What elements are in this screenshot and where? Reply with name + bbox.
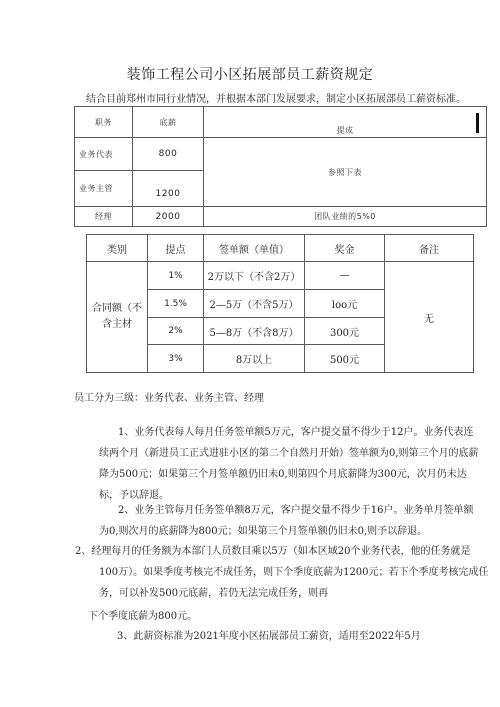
cell-base: 2000	[133, 207, 204, 227]
cell-point: 3%	[148, 345, 204, 373]
header-category: 类别	[87, 235, 148, 262]
cell-point: 1.5%	[148, 290, 204, 318]
header-bonus: 奖金	[305, 235, 385, 262]
paragraph-1-line-4: 标，予以辞退。	[99, 490, 169, 501]
salary-table	[74, 106, 487, 227]
paragraph-3-line-2: 100万）。如果季度考核完不成任务，则下个季度底薪为1200元；若下个季度考核完成任	[99, 567, 489, 578]
cell-base: 800	[133, 138, 204, 171]
header-amount: 签单额（单值）	[204, 235, 305, 262]
paragraph-3-line-1: 2、经理每月的任务额为本部门人员数目乘以5万（如本区域20个业务代表，他的任务就是	[75, 546, 471, 557]
cell-bonus: 300元	[305, 318, 385, 345]
commission-table	[86, 234, 474, 373]
cell-position: 经理	[75, 207, 133, 227]
cell-amount: 5—8万（不含8万）	[204, 318, 305, 345]
page-title: 装饰工程公司小区拓展部员工薪资规定	[126, 67, 374, 83]
table-row	[75, 107, 487, 138]
cell-amount: 8万以上	[204, 345, 305, 373]
table-row	[75, 138, 487, 171]
table-row	[75, 207, 487, 227]
cell-commission: 团队业绩的5%0	[204, 207, 487, 227]
intro-text: 结合目前郑州市同行业情况，并根据本部门发展要求，制定小区拓展部员工薪资标准。	[86, 94, 466, 105]
cell-category: 合同额（不含主材	[87, 262, 148, 373]
paragraph-4: 3、此薪资标准为2021年度小区拓展部员工薪资，适用至2022年5月	[117, 631, 421, 642]
cell-position: 业务主管	[75, 171, 133, 207]
cell-amount: 2—5万（不含5万）	[204, 290, 305, 318]
paragraph-3-line-4: 下个季度底薪为800元。	[88, 611, 198, 622]
paragraph-1-line-3: 降为500元；如果第三个月签单额仍旧未0,则第四个月底薪降为300元，次月仍未达	[99, 469, 467, 480]
cell-bonus: —	[305, 262, 385, 290]
cell-amount: 2万以下（不含2万）	[204, 262, 305, 290]
cell-note: 无	[385, 262, 474, 373]
cell-bonus: 500元	[305, 345, 385, 373]
header-note: 备注	[385, 235, 474, 262]
table-row	[87, 235, 474, 262]
paragraph-1-line-2: 续两个月（新进员工正式进驻小区的第二个自然月开始）签单额为0,则第三个月的底薪	[99, 448, 479, 459]
paragraph-3-line-3: 务，可以补发500元底薪，若仍无法完成任务，则再	[99, 588, 329, 599]
paragraph-2-line-1: 2、业务主管每月任务签单额8万元，客户提交量不得少于16户。业务单月签单额	[118, 505, 474, 516]
cell-point: 2%	[148, 318, 204, 345]
cell-commission-shared: 参照下表	[204, 138, 487, 207]
header-point: 提点	[148, 235, 204, 262]
cell-point: 1%	[148, 262, 204, 290]
cell-bonus: loo元	[305, 290, 385, 318]
cell-position: 业务代表	[75, 138, 133, 171]
paragraph-2-line-2: 为0,则次月的底薪降为800元；如果第三个月签单额仍旧未0,则予以辞退。	[99, 526, 428, 537]
header-base: 底薪	[133, 107, 204, 138]
header-position: 职务	[75, 107, 133, 138]
paragraph-1-line-1: 1、业务代表每人每月任务签单额5万元，客户提交量不得少于12户。业务代表连	[118, 427, 474, 438]
levels-text: 员工分为三级：业务代表、业务主管、经理	[74, 393, 264, 404]
cell-base: 1200	[133, 171, 204, 207]
header-commission: 提成	[204, 107, 487, 138]
table-row	[87, 262, 474, 290]
